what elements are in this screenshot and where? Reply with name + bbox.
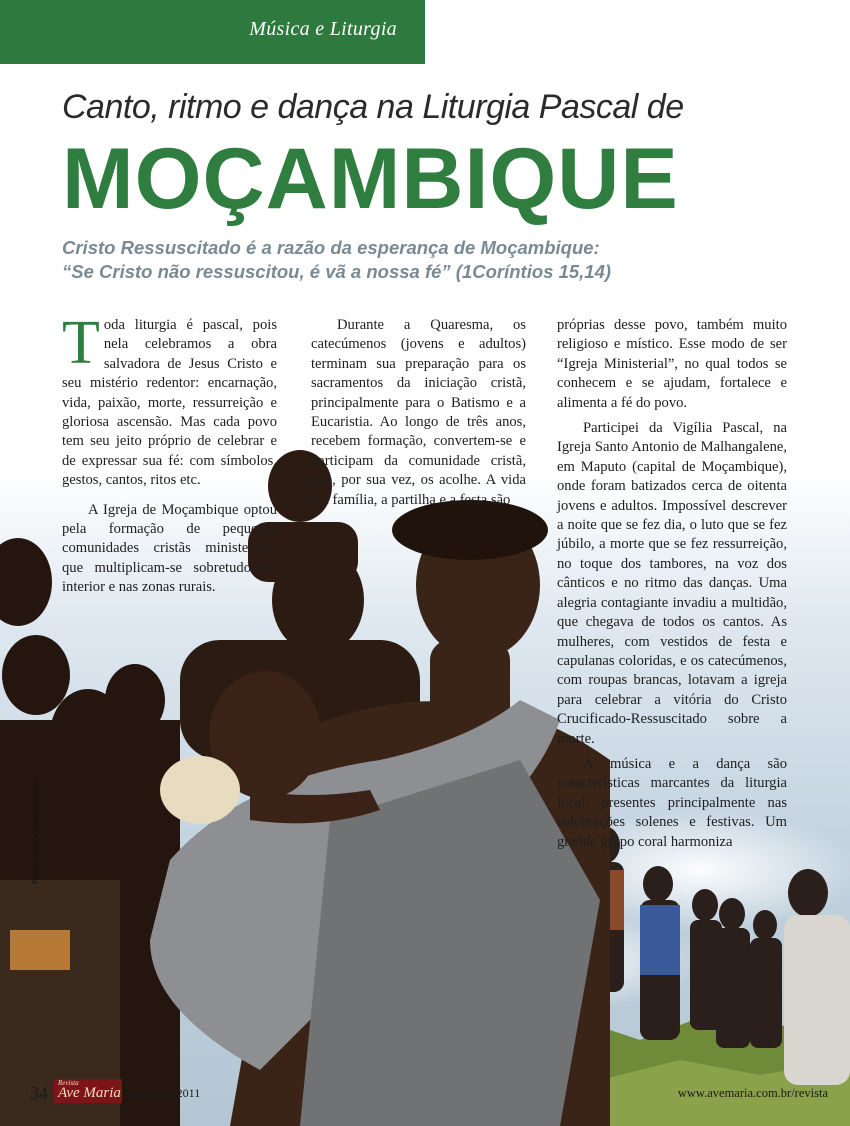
- headline-kicker: Canto, ritmo e dança na Liturgia Pascal de: [62, 88, 684, 126]
- magazine-logo-name: Ave Maria: [58, 1085, 121, 1101]
- article-paragraph: Participei da Vigília Pascal, na Igreja Santo Antonio de Malhangalene, em Maputo (capital de Moçambique), onde foram batizados cerca de oitenta jovens e adultos. Impossível descrever a noite que se fez dia, o luto que se fez júbilo, a morte que se fez ressurreição, no toque dos tambores, na voz dos cânticos e no ritmo das danças. Uma alegria contagiante invadiu a multidão, que chegava de todos os cantos. As mulheres, com vestidos de festa e capulanas coloridas, e os catecúmenos, com roupas brancas, lotavam a igreja para celebrar a vitória do Cristo Crucificado-Ressuscitado sobre a morte.: [557, 420, 787, 747]
- subheadline: [62, 236, 782, 284]
- photo-credit: Fotos: Artista desconhecido: [30, 779, 40, 884]
- subheadline-line-1: Cristo Ressuscitado é a razão da esperança de Moçambique:: [62, 237, 600, 258]
- article-column-3: [557, 316, 787, 852]
- section-tab: [0, 0, 425, 64]
- article-column-2: [311, 316, 526, 510]
- headline-title: MOÇAMBIQUE: [62, 131, 679, 227]
- article-paragraph: A música e a dança são características marcantes da liturgia local, presentes principalmente nas celebrações solenes e festivas. Um grande grupo coral harmoniza: [557, 755, 787, 850]
- magazine-logo-small: Revista: [58, 1079, 79, 1087]
- article-column-1: [62, 309, 277, 598]
- section-label: Música e Liturgia: [249, 18, 397, 40]
- article-paragraph: Durante a Quaresma, os catecúmenos (jovens e adultos) terminam sua preparação para os sacramentos da iniciação cristã, principalmente para o Batismo e a Eucaristia. Ao longo de três anos, recebem formação, convertem-se e participam da comunidade cristã, que, por sua vez, os acolhe. A vida em família, a partilha e a festa são: [311, 317, 526, 508]
- paragraph-text: oda liturgia é pascal, pois nela celebramos a obra salvadora de Jesus Cristo e seu mistério redentor: encarnação, vida, paixão, morte, ressurreição e gloriosa ascensão. Mas cada povo tem seu jeito próprio de celebrar e de expressar sua fé: com símbolos, gestos, cantos, ritos etc.: [62, 317, 277, 489]
- magazine-logo: [54, 1079, 122, 1103]
- article-paragraph: A Igreja de Moçambique optou pela formação de pequenas comunidades cristãs ministeriais, que multiplicam-se sobretudo no interior e nas zonas rurais.: [62, 501, 277, 596]
- page-number: 34: [30, 1083, 48, 1103]
- website-link[interactable]: www.avemaria.com.br/revista: [677, 1086, 828, 1100]
- issue-date: agosto de 2011: [128, 1086, 201, 1100]
- subheadline-line-2: “Se Cristo não ressuscitou, é vã a nossa fé” (1Coríntios 15,14): [62, 261, 612, 282]
- article-paragraph: [62, 309, 277, 491]
- article-paragraph: próprias desse povo, também muito religioso e místico. Esse modo de ser “Igreja Ministerial”, no qual todos se conhecem e se ajudam, fortalece e alimenta a fé do povo.: [557, 317, 787, 411]
- drop-cap: T: [62, 309, 100, 377]
